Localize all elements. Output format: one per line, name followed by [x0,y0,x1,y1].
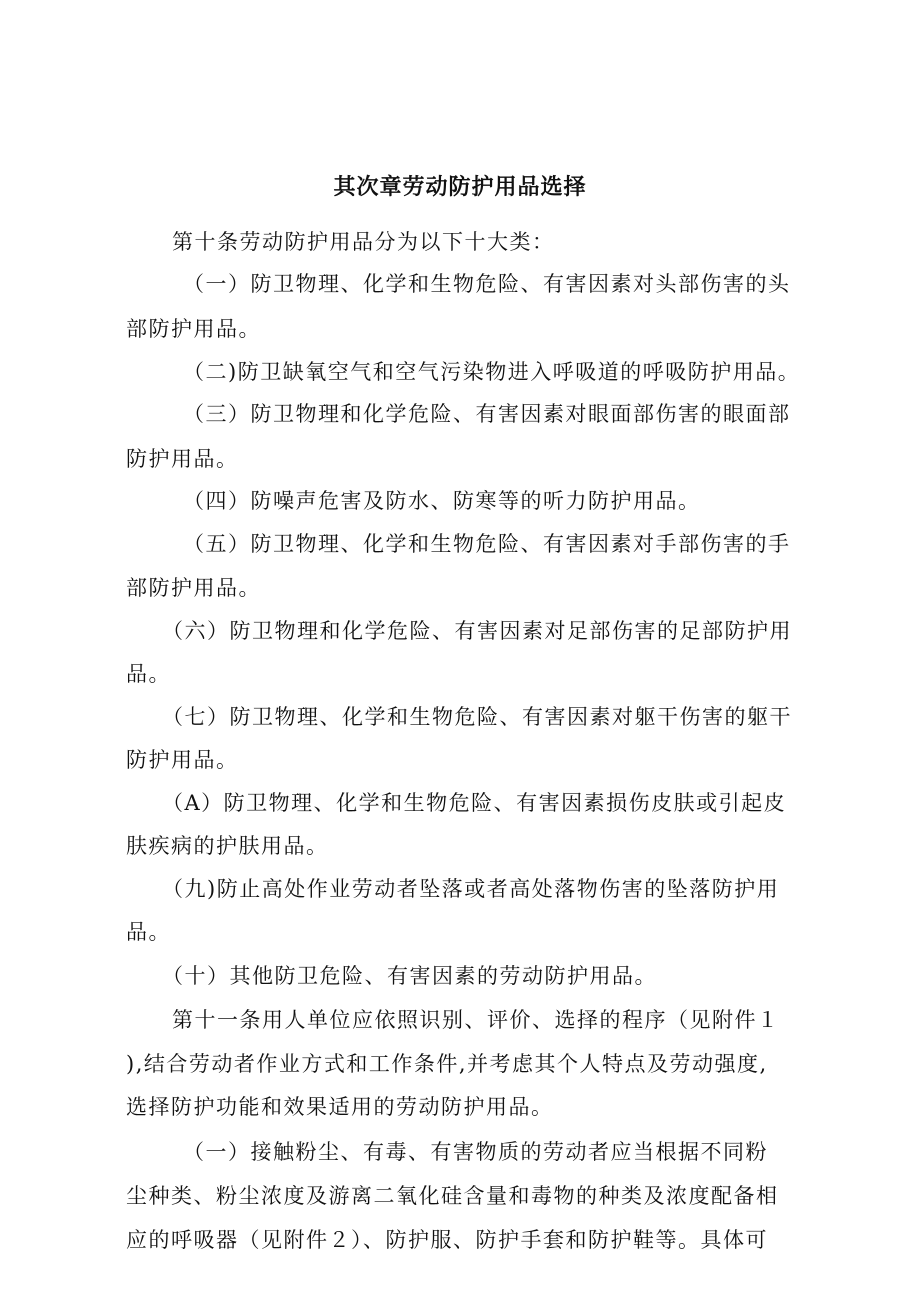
text-line: 部防护用品。 [126,576,261,600]
text-line: 尘种类、粉尘浓度及游离二氧化硅含量和毒物的种类及浓度配备相 [126,1184,779,1208]
text-line: （九)防止高处作业劳动者坠落或者高处落物伤害的坠落防护用 [162,877,780,901]
text-line: （一）防卫物理、化学和生物危险、有害因素对头部伤害的头 [183,272,791,296]
text-line: （七）防卫物理、化学和生物危险、有害因素对躯干伤害的躯干 [162,705,792,729]
text-line: 防护用品。 [126,447,239,471]
text-line: ),结合劳动者作业方式和工作条件,并考虑其个人特点及劳动强度, [126,1052,768,1076]
text-line: 防护用品。 [126,748,239,772]
text-line: 部防护用品。 [126,317,261,341]
text-line: （五）防卫物理、化学和生物危险、有害因素对手部伤害的手 [183,532,791,556]
text-line: （四）防噪声危害及防水、防寒等的听力防护用品。 [183,489,701,513]
text-line: （二)防卫缺氧空气和空气污染物进入呼吸道的呼吸防护用品。 [183,360,801,384]
text-line: 应的呼吸器（见附件２）、防护服、防护手套和防护鞋等。具体可 [126,1228,768,1252]
text-line: （六）防卫物理和化学危险、有害因素对足部伤害的足部防护用 [162,619,792,643]
text-line: 肤疾病的护肤用品。 [126,834,329,858]
text-line: （十）其他防卫危险、有害因素的劳动防护用品。 [162,964,657,988]
text-line: 第十条劳动防护用品分为以下十大类： [172,230,555,254]
text-line: （一）接触粉尘、有毒、有害物质的劳动者应当根据不同粉 [183,1140,768,1164]
text-line: 选择防护功能和效果适用的劳动防护用品。 [126,1095,554,1119]
text-line: （A）防卫物理、化学和生物危险、有害因素损伤皮肤或引起皮 [162,791,787,815]
text-line: （三）防卫物理和化学危险、有害因素对眼面部伤害的眼面部 [183,402,791,426]
text-line: 品。 [126,920,171,944]
text-line: 第十一条用人单位应依照识别、评价、选择的程序（见附件１ [172,1008,780,1032]
chapter-title: 其次章劳动防护用品选择 [333,175,587,200]
text-line: 品。 [126,662,171,686]
